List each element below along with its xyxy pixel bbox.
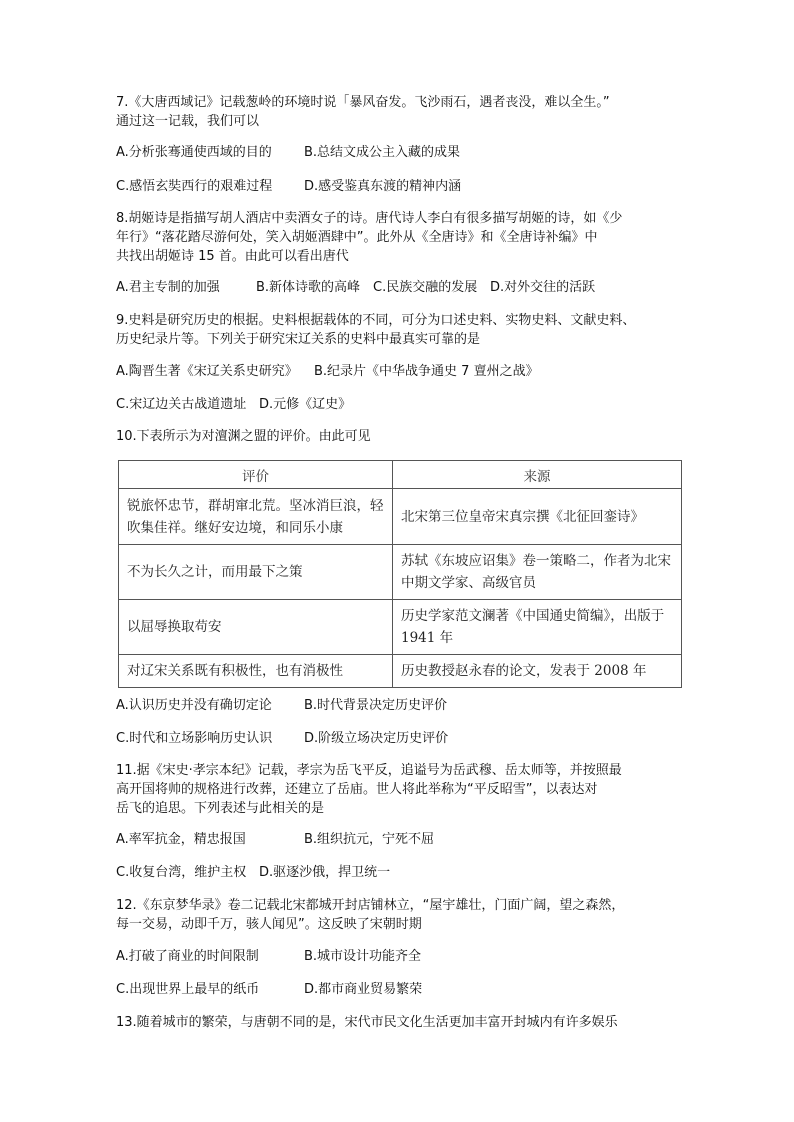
q7-option-c[interactable]: C.感悟玄奘西行的艰难过程 [116,179,273,194]
q10-option-c[interactable]: C.时代和立场影响历史认识 [116,731,273,746]
q10-options-row-1 [116,696,447,715]
q8-stem [116,209,696,266]
q11-options-row-1 [116,830,434,849]
q11-option-d[interactable]: D.驱逐沙俄，捍卫统一 [259,865,391,880]
q10-options-row-2 [116,729,448,748]
q12-line-2: 每一交易，动即千万，骇人闻见”。这反映了宋朝时期 [116,917,422,932]
table-header-row [119,461,682,489]
q9-option-d[interactable]: D.元修《辽史》 [259,397,352,412]
q10-option-b[interactable]: B.时代背景决定历史评价 [304,698,448,713]
q9-line-2: 历史纪录片等。下列关于研究宋辽关系的史料中最真实可靠的是 [116,332,481,347]
q11-options-row-2 [116,863,390,882]
table-header-evaluation: 评价 [119,461,393,489]
q9-stem [116,311,696,349]
q10-line-1: 10.下表所示为对澶渊之盟的评价。由此可见 [116,429,371,444]
q12-option-a[interactable]: A.打破了商业的时间限制 [116,949,259,964]
table-cell-evaluation: 不为长久之计，而用最下之策 [119,545,393,600]
q9-option-a[interactable]: A.陶晋生著《宋辽关系史研究》 [116,364,298,379]
q12-options-row-1 [116,947,421,966]
q8-option-d[interactable]: D.对外交往的活跃 [490,280,596,295]
table-cell-evaluation: 锐旅怀忠节，群胡窜北荒。坚冰消巨浪，轻吹集佳祥。继好安边境，和同乐小康 [119,489,393,545]
q11-line-1: 11.据《宋史·孝宗本纪》记载，孝宗为岳飞平反，追谥号为岳武穆、岳太师等，并按照最 [116,763,622,778]
q7-option-a[interactable]: A.分析张骞通使西域的目的 [116,145,272,160]
q7-line-2: 通过这一记载，我们可以 [116,114,260,129]
q8-option-a[interactable]: A.君主专制的加强 [116,280,220,295]
table-row [119,655,682,688]
q13-line-1: 13.随着城市的繁荣，与唐朝不同的是，宋代市民文化生活更加丰富开封城内有许多娱乐 [116,1015,618,1030]
q9-line-1: 9.史料是研究历史的根据。史料根据载体的不同，可分为口述史料、实物史料、文献史料、 [116,313,636,328]
q12-line-1: 12.《东京梦华录》卷二记载北宋都城开封店铺林立，“屋宇雄壮，门面广阔，望之森然， [116,898,625,913]
q11-line-3: 岳飞的追思。下列表述与此相关的是 [116,801,325,816]
evaluation-table [118,460,682,688]
q10-stem [116,427,696,446]
q11-option-c[interactable]: C.收复台湾，维护主权 [116,865,247,880]
table-cell-source: 苏轼《东坡应诏集》卷一策略二，作者为北宋中期文学家、高级官员 [393,545,682,600]
q7-stem [116,93,696,131]
table-cell-source: 历史学家范文澜著《中国通史简编》，出版于 1941 年 [393,600,682,655]
q8-line-2: 年行》“落花踏尽游何处，笑入胡姬酒肆中”。此外从《全唐诗》和《全唐诗补编》中 [116,230,598,245]
q9-options-row-1 [116,362,539,381]
q7-options-row-2 [116,177,461,196]
table-cell-source: 历史教授赵永春的论文，发表于 2008 年 [393,655,682,688]
q12-option-c[interactable]: C.出现世界上最早的纸币 [116,982,260,997]
table-row [119,600,682,655]
q9-options-row-2 [116,395,351,414]
q8-option-c[interactable]: C.民族交融的发展 [373,280,478,295]
table-row [119,489,682,545]
q12-options-row-2 [116,980,422,999]
table-cell-evaluation: 以屈辱换取苟安 [119,600,393,655]
q11-option-a[interactable]: A.率军抗金，精忠报国 [116,832,246,847]
q10-option-d[interactable]: D.阶级立场决定历史评价 [304,731,449,746]
table-row [119,545,682,600]
q11-stem [116,761,696,818]
q7-option-b[interactable]: B.总结文成公主入藏的成果 [304,145,461,160]
q10-option-a[interactable]: A.认识历史并没有确切定论 [116,698,272,713]
q11-option-b[interactable]: B.组织抗元，宁死不屈 [304,832,435,847]
q11-line-2: 高开国将帅的规格进行改葬，还建立了岳庙。世人将此举称为“平反昭雪”，以表达对 [116,782,598,797]
table-cell-source: 北宋第三位皇帝宋真宗撰《北征回銮诗》 [393,489,682,545]
q9-option-c[interactable]: C.宋辽边关古战道遗址 [116,397,247,412]
q13-stem [116,1013,696,1032]
table-cell-evaluation: 对辽宋关系既有积极性，也有消极性 [119,655,393,688]
q8-line-3: 共找出胡姬诗 15 首。由此可以看出唐代 [116,249,349,264]
q7-line-1: 7.《大唐西域记》记载葱岭的环境时说「暴风奋发。飞沙雨石，遇者丧没，难以全生。” [116,95,610,110]
q8-option-b[interactable]: B.新体诗歌的高峰 [256,280,361,295]
table-header-source: 来源 [393,461,682,489]
q8-options-row [116,278,595,297]
q12-option-b[interactable]: B.城市设计功能齐全 [304,949,422,964]
q7-options-row-1 [116,143,460,162]
q7-option-d[interactable]: D.感受鉴真东渡的精神内涵 [304,179,462,194]
q12-stem [116,896,696,934]
q12-option-d[interactable]: D.都市商业贸易繁荣 [304,982,423,997]
q9-option-b[interactable]: B.纪录片《中华战争通史 7 亶州之战》 [314,364,539,379]
q8-line-1: 8.胡姬诗是指描写胡人酒店中卖酒女子的诗。唐代诗人李白有很多描写胡姬的诗，如《少 [116,211,623,226]
